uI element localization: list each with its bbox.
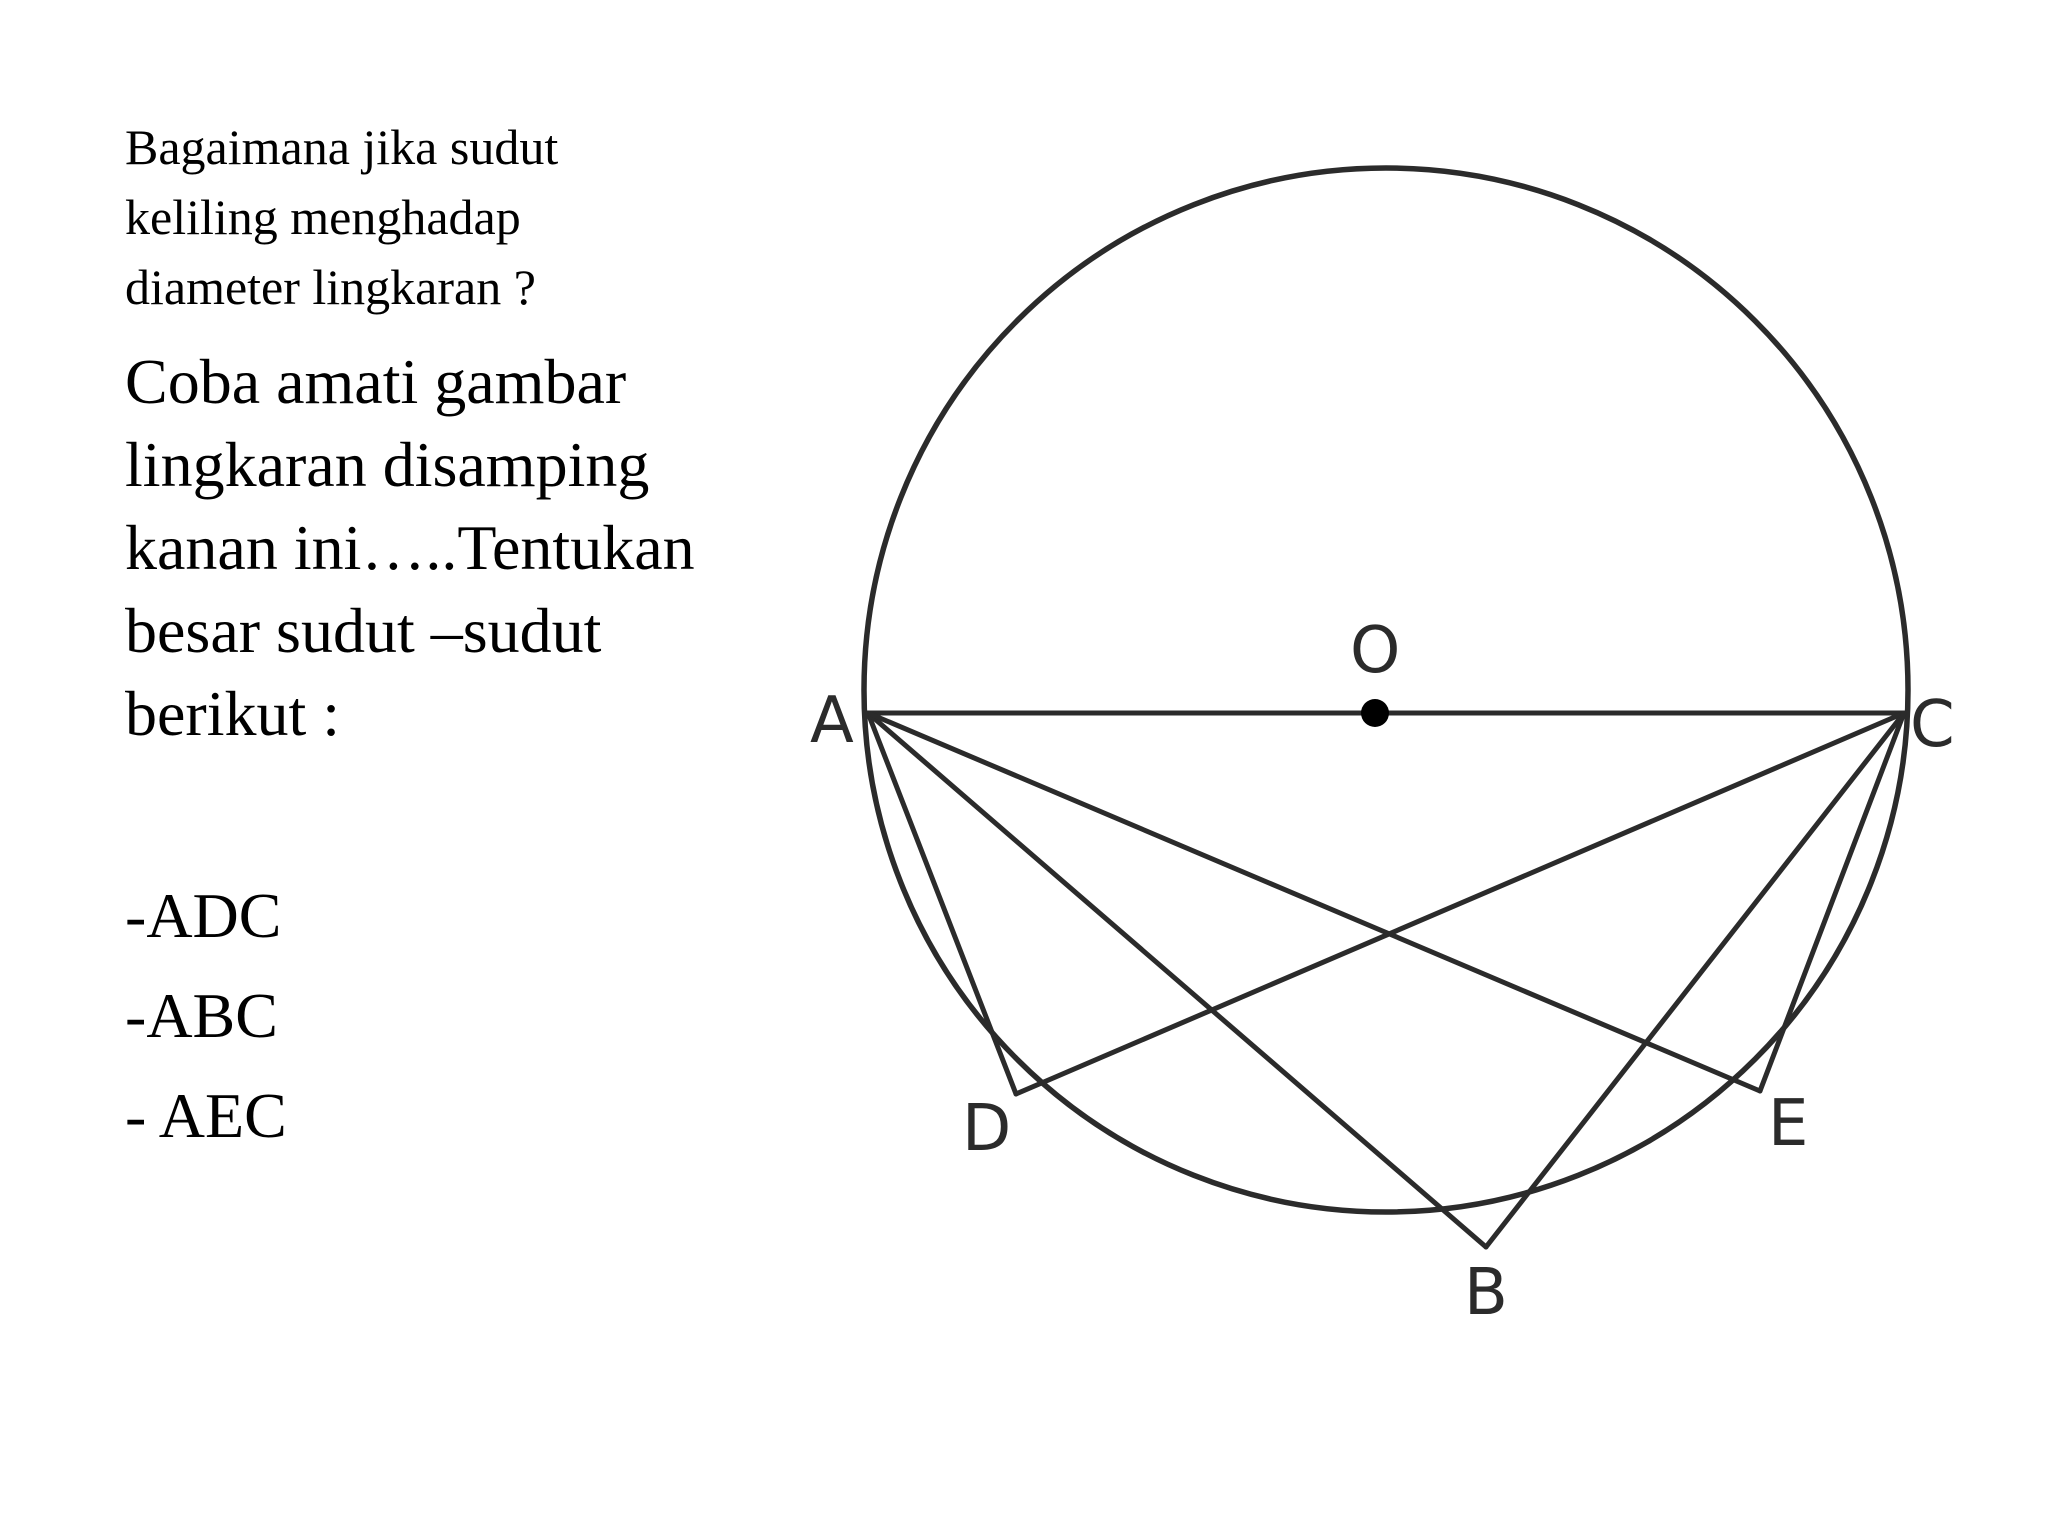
point-label-a: A <box>810 684 854 758</box>
point-label-e: E <box>1768 1087 1809 1161</box>
segment-cd <box>1016 713 1904 1094</box>
instruction-line: Coba amati gambar <box>125 346 627 417</box>
question-line: diameter lingkaran ? <box>125 259 536 315</box>
question-line: Bagaimana jika sudut <box>125 119 559 175</box>
segment-cb <box>1486 713 1904 1247</box>
instruction-line: berikut : <box>125 678 341 749</box>
center-point-o <box>1361 699 1389 727</box>
point-label-d: D <box>962 1092 1012 1166</box>
segment-ce <box>1760 713 1904 1091</box>
segment-ae <box>868 713 1760 1091</box>
angle-item-aec: - AEC <box>125 1080 287 1151</box>
point-label-o: O <box>1350 614 1401 688</box>
instruction-line: lingkaran disamping <box>125 429 650 500</box>
segment-ad <box>868 713 1016 1094</box>
question-line: keliling menghadap <box>125 189 521 245</box>
point-label-b: B <box>1464 1256 1508 1330</box>
point-label-c: C <box>1910 688 1955 762</box>
instruction-line: kanan ini…..Tentukan <box>125 512 695 583</box>
instruction-line: besar sudut –sudut <box>125 595 602 666</box>
angle-item-adc: -ADC <box>125 880 282 951</box>
circle-outline <box>864 168 1908 1212</box>
angle-item-abc: -ABC <box>125 980 278 1051</box>
